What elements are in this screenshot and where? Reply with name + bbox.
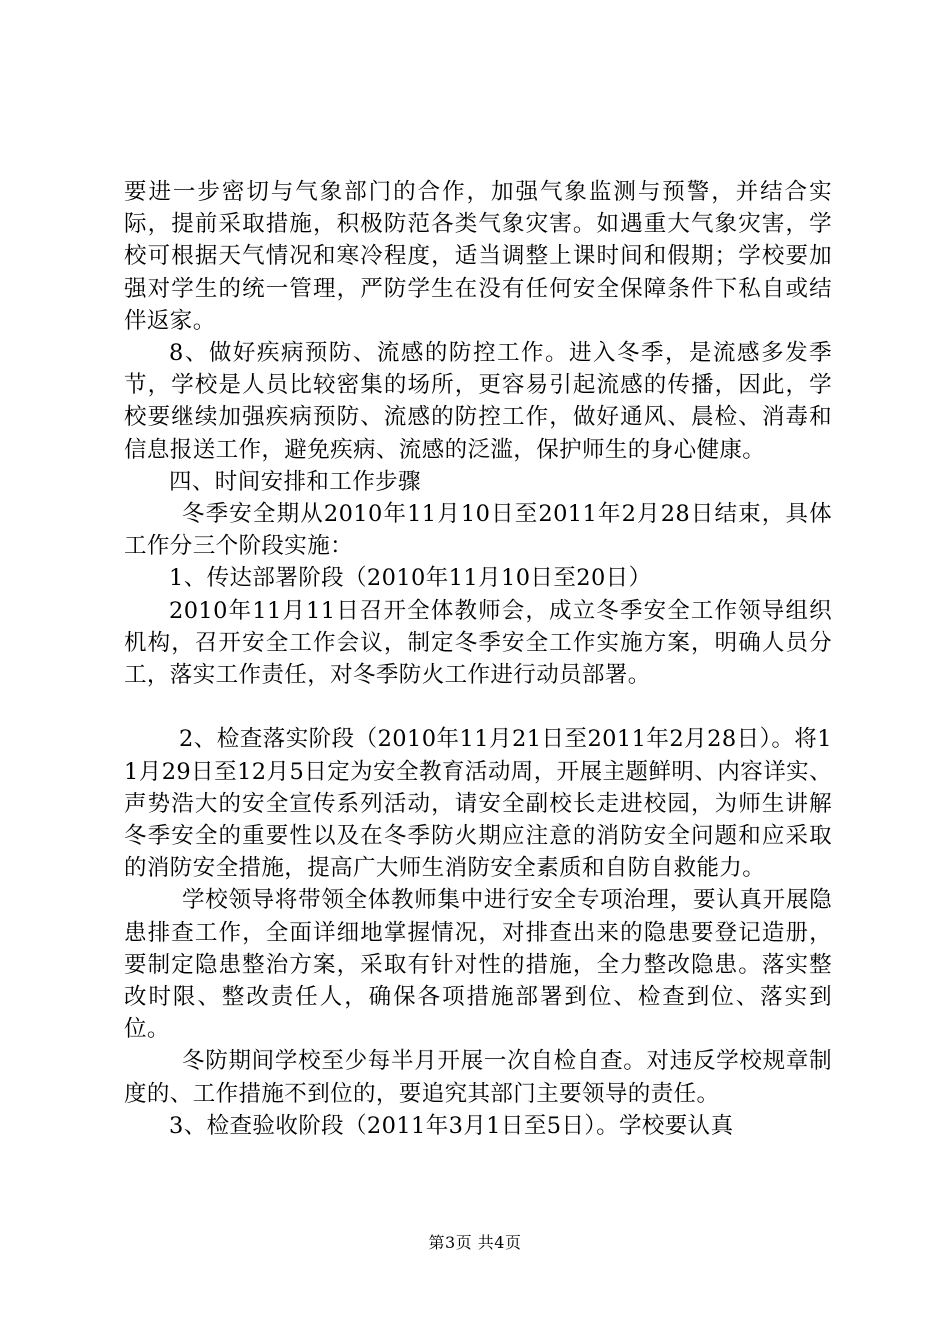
blank-line — [124, 691, 832, 723]
paragraph-safety-period: 冬季安全期从2010年11月10日至2011年2月28日结束，具体工作分三个阶段实施： — [124, 501, 832, 560]
document-body — [124, 176, 832, 1142]
section-heading-schedule: 四、时间安排和工作步骤 — [169, 468, 421, 495]
paragraph-stage-1-detail: 2010年11月11日召开全体教师会，成立冬季安全工作领导组织机构，召开安全工作会议，制定冬季安全工作实施方案，明确人员分工，落实工作责任，对冬季防火工作进行动员部署。 — [124, 597, 832, 689]
paragraph-self-inspection: 冬防期间学校至少每半月开展一次自检自查。对违反学校规章制度的、工作措施不到位的，要追究其部门主要领导的责任。 — [124, 1048, 832, 1107]
paragraph-leadership-inspection: 学校领导将带领全体教师集中进行安全专项治理，要认真开展隐患排查工作，全面详细地掌握情况，对排查出来的隐患要登记造册，要制定隐患整治方案，采取有针对性的措施，全力整改隐患。落实整改时限、整改责任人，确保各项措施部署到位、检查到位、落实到位。 — [124, 887, 832, 1043]
paragraph-stage-3: 3、检查验收阶段（2011年3月1日至5日）。学校要认真 — [169, 1112, 734, 1139]
paragraph-weather-measures: 要进一步密切与气象部门的合作，加强气象监测与预警，并结合实际，提前采取措施，积极防范各类气象灾害。如遇重大气象灾害，学校可根据天气情况和寒冷程度，适当调整上课时间和假期；学校要加强对学生的统一管理，严防学生在没有任何安全保障条件下私自或结伴返家。 — [124, 179, 832, 334]
page-footer: 第3页 共4页 — [428, 1233, 522, 1252]
paragraph-stage-1-heading: 1、传达部署阶段（2010年11月10日至20日） — [169, 565, 652, 592]
paragraph-stage-2: 2、检查落实阶段（2010年11月21日至2011年2月28日）。将11月29日至12月5日定为安全教育活动周，开展主题鲜明、内容详实、声势浩大的安全宣传系列活动，请安全副校长走进校园，为师生讲解冬季安全的重要性以及在冬季防火期应注意的消防安全问题和应采取的消防安全措施，提高广大师生消防安全素质和自防自救能力。 — [124, 726, 832, 882]
paragraph-item-8-disease-prevention: 8、做好疾病预防、流感的防控工作。进入冬季，是流感多发季节，学校是人员比较密集的场所，更容易引起流感的传播，因此，学校要继续加强疾病预防、流感的防控工作，做好通风、晨检、消毒和信息报送工作，避免疾病、流感的泛滥，保护师生的身心健康。 — [124, 340, 832, 463]
